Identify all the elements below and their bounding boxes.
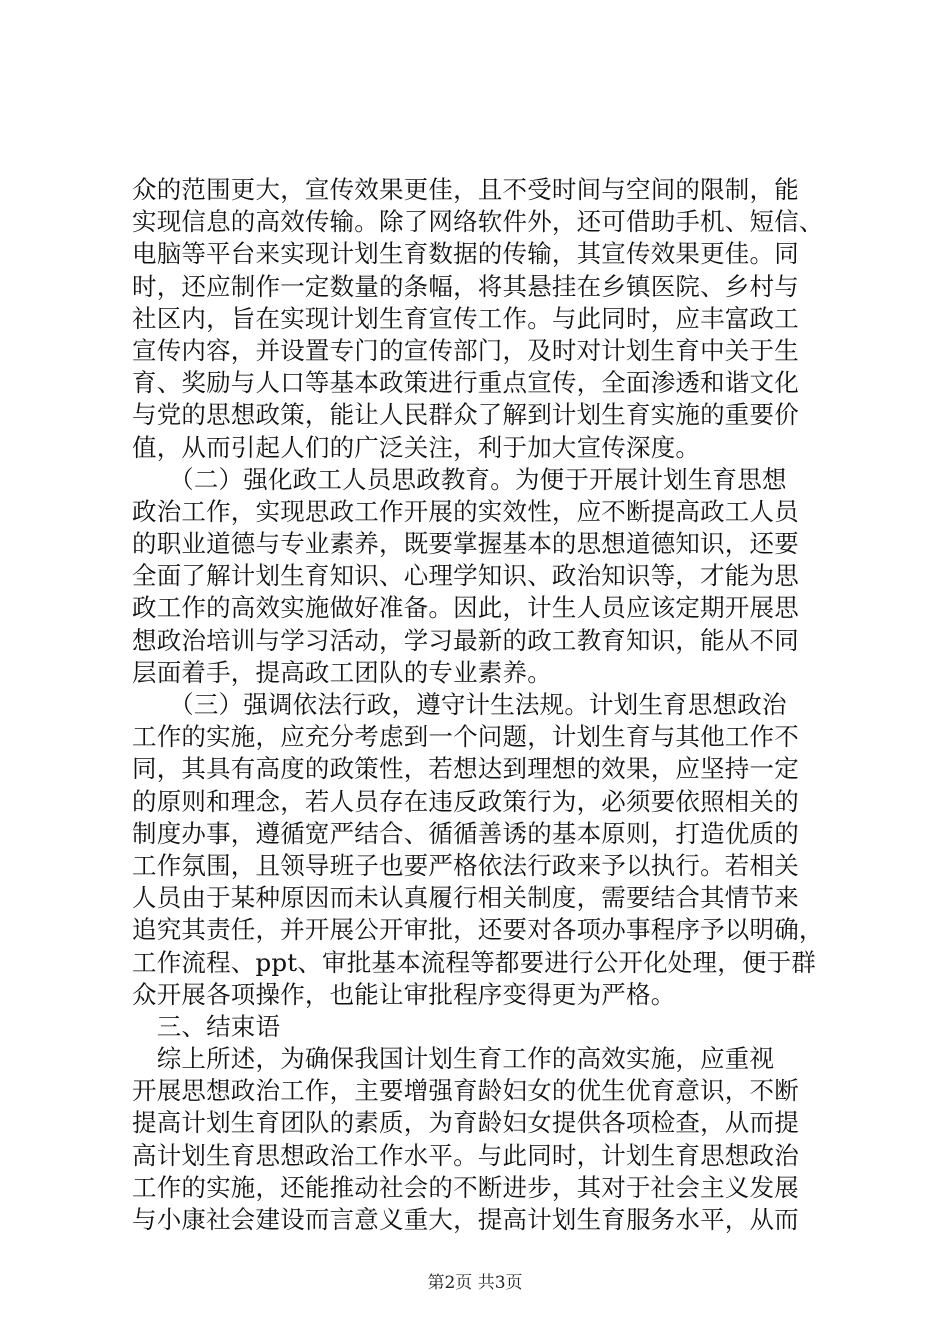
page-number-footer: 第2页 共3页	[427, 1273, 523, 1293]
text-line: 工作的实施，还能推动社会的不断进步，其对于社会主义发展	[132, 1172, 799, 1202]
text-line: 与党的思想政策，能让人民群众了解到计划生育实施的重要价	[132, 400, 799, 430]
text-line: 众开展各项操作，也能让审批程序变得更为严格。	[132, 979, 676, 1009]
text-line: 工作氛围，且领导班子也要严格依法行政来予以执行。若相关	[132, 850, 799, 880]
text-line: 的原则和理念，若人员存在违反政策行为，必须要依照相关的	[132, 786, 799, 816]
text-line: 同，其具有高度的政策性，若想达到理想的效果，应坚持一定	[132, 754, 799, 784]
text-line: 宣传内容，并设置专门的宣传部门，及时对计划生育中关于生	[132, 335, 799, 365]
text-line: （二）强化政工人员思政教育。为便于开展计划生育思想	[132, 464, 787, 494]
text-line: 制度办事，遵循宽严结合、循循善诱的基本原则，打造优质的	[132, 818, 799, 848]
section-heading: 三、结束语	[132, 1011, 281, 1041]
document-body	[132, 174, 832, 1236]
text-line: 电脑等平台来实现计划生育数据的传输，其宣传效果更佳。同	[132, 239, 799, 269]
text-line: 追究其责任，并开展公开审批，还要对各项办事程序予以明确，	[132, 915, 824, 945]
text-line: 与小康社会建设而言意义重大，提高计划生育服务水平，从而	[132, 1205, 799, 1234]
text-line: 的职业道德与专业素养，既要掌握基本的思想道德知识，还要	[132, 529, 799, 559]
text-line: 育、奖励与人口等基本政策进行重点宣传，全面渗透和谐文化	[132, 368, 799, 398]
text-line: 社区内，旨在实现计划生育宣传工作。与此同时，应丰富政工	[132, 303, 799, 333]
text-line: 时，还应制作一定数量的条幅，将其悬挂在乡镇医院、乡村与	[132, 271, 799, 301]
text-line: 政治工作，实现思政工作开展的实效性，应不断提高政工人员	[132, 496, 799, 526]
text-line: 人员由于某种原因而未认真履行相关制度，需要结合其情节来	[132, 883, 799, 913]
text-line: 综上所述，为确保我国计划生育工作的高效实施，应重视	[132, 1044, 775, 1074]
text-line: 提高计划生育团队的素质，为育龄妇女提供各项检查，从而提	[132, 1108, 799, 1138]
text-line: 开展思想政治工作，主要增强育龄妇女的优生优育意识，不断	[132, 1076, 799, 1106]
text-line: 政工作的高效实施做好准备。因此，计生人员应该定期开展思	[132, 593, 799, 623]
text-line: 全面了解计划生育知识、心理学知识、政治知识等，才能为思	[132, 561, 799, 591]
text-line: 值，从而引起人们的广泛关注，利于加大宣传深度。	[132, 432, 701, 462]
text-line: 层面着手，提高政工团队的专业素养。	[132, 657, 552, 687]
text-line: 实现信息的高效传输。除了网络软件外，还可借助手机、短信、	[132, 207, 824, 237]
text-line: 工作的实施，应充分考虑到一个问题，计划生育与其他工作不	[132, 722, 799, 752]
text-line: 想政治培训与学习活动，学习最新的政工教育知识，能从不同	[132, 625, 799, 655]
text-line: 工作流程、ppt、审批基本流程等都要进行公开化处理，便于群	[132, 947, 817, 977]
text-line: 高计划生育思想政治工作水平。与此同时，计划生育思想政治	[132, 1140, 799, 1170]
text-line: （三）强调依法行政，遵守计生法规。计划生育思想政治	[132, 690, 787, 719]
text-line: 众的范围更大，宣传效果更佳，且不受时间与空间的限制，能	[132, 175, 799, 204]
